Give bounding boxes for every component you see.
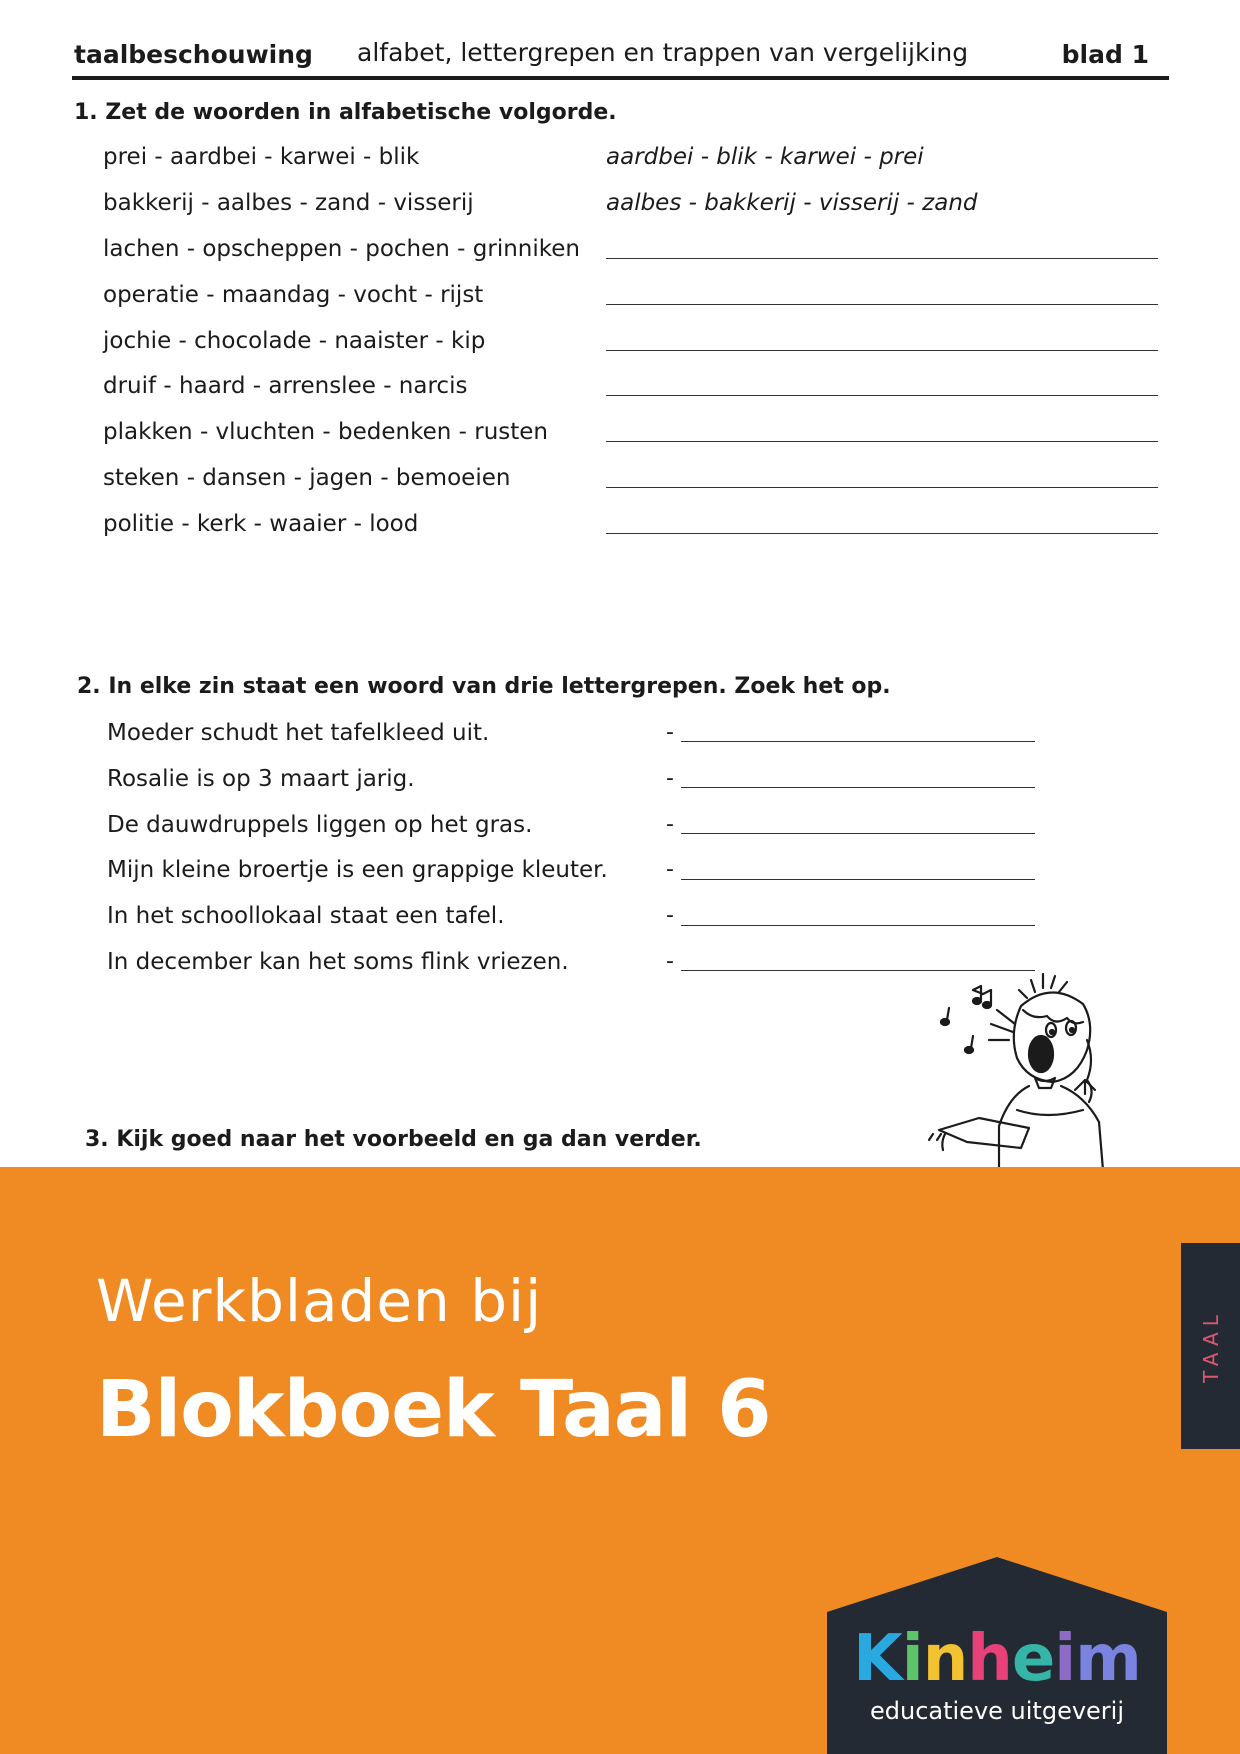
dash: -	[666, 812, 674, 837]
dash: -	[666, 720, 674, 745]
page-header	[72, 36, 1169, 80]
word-group: plakken - vluchten - bedenken - rusten	[103, 419, 549, 445]
word-group: operatie - maandag - vocht - rijst	[103, 282, 484, 308]
logo-letter: i	[1054, 1622, 1076, 1696]
word-group: bakkerij - aalbes - zand - visserij	[103, 190, 474, 216]
singing-girl-illustration	[925, 970, 1155, 1170]
sentence: De dauwdruppels liggen op het gras.	[107, 812, 533, 838]
sentence: Mijn kleine broertje is een grappige kleuter.	[107, 857, 608, 883]
logo-letter: e	[1011, 1622, 1055, 1696]
answer-line[interactable]	[681, 879, 1035, 880]
answer-line[interactable]	[606, 350, 1158, 351]
logo-letter: m	[1075, 1622, 1141, 1696]
answer-line[interactable]	[681, 741, 1035, 742]
dash: -	[666, 857, 674, 882]
example-answer: aalbes - bakkerij - visserij - zand	[606, 190, 978, 216]
answer-line[interactable]	[681, 833, 1035, 834]
answer-line[interactable]	[606, 395, 1158, 396]
cover-banner	[0, 1167, 1240, 1754]
example-answer: aardbei - blik - karwei - prei	[606, 144, 924, 170]
word-group: druif - haard - arrenslee - narcis	[103, 373, 468, 399]
topic-label: alfabet, lettergrepen en trappen van vergelijking	[357, 38, 969, 67]
subject-label: taalbeschouwing	[74, 40, 313, 69]
answer-line[interactable]	[606, 533, 1158, 534]
word-group: jochie - chocolade - naaister - kip	[103, 328, 486, 354]
subject-tab-label: TAAL	[1198, 1309, 1223, 1383]
banner-title: Blokboek Taal 6	[96, 1365, 771, 1455]
logo-letter: n	[922, 1622, 968, 1696]
dash: -	[666, 766, 674, 791]
answer-line[interactable]	[606, 487, 1158, 488]
word-group: prei - aardbei - karwei - blik	[103, 144, 420, 170]
sentence: Moeder schudt het tafelkleed uit.	[107, 720, 490, 746]
dash: -	[666, 949, 674, 974]
banner-pre-title: Werkbladen bij	[96, 1267, 543, 1335]
logo-letter: K	[853, 1622, 902, 1696]
word-group: steken - dansen - jagen - bemoeien	[103, 465, 511, 491]
word-group: politie - kerk - waaier - lood	[103, 511, 419, 537]
dash: -	[666, 903, 674, 928]
answer-line[interactable]	[606, 258, 1158, 259]
subject-tab[interactable]	[1181, 1243, 1240, 1449]
sentence: In december kan het soms flink vriezen.	[107, 949, 569, 975]
answer-line[interactable]	[681, 787, 1035, 788]
sentence: Rosalie is op 3 maart jarig.	[107, 766, 415, 792]
logo-letter: i	[901, 1622, 923, 1696]
logo-letter: h	[967, 1622, 1012, 1696]
answer-line[interactable]	[606, 304, 1158, 305]
sheet-number: blad 1	[1061, 40, 1149, 69]
logo-tagline: educatieve uitgeverij	[869, 1697, 1124, 1725]
word-group: lachen - opscheppen - pochen - grinniken	[103, 236, 580, 262]
exercise-1-title: 1. Zet de woorden in alfabetische volgorde.	[74, 100, 617, 125]
exercise-3-title: 3. Kijk goed naar het voorbeeld en ga dan verder.	[85, 1127, 702, 1152]
logo-wordmark	[827, 1622, 1167, 1696]
publisher-logo[interactable]	[827, 1557, 1167, 1754]
answer-line[interactable]	[681, 925, 1035, 926]
sentence: In het schoollokaal staat een tafel.	[107, 903, 505, 929]
exercise-2-title: 2. In elke zin staat een woord van drie lettergrepen. Zoek het op.	[77, 674, 891, 699]
answer-line[interactable]	[606, 441, 1158, 442]
